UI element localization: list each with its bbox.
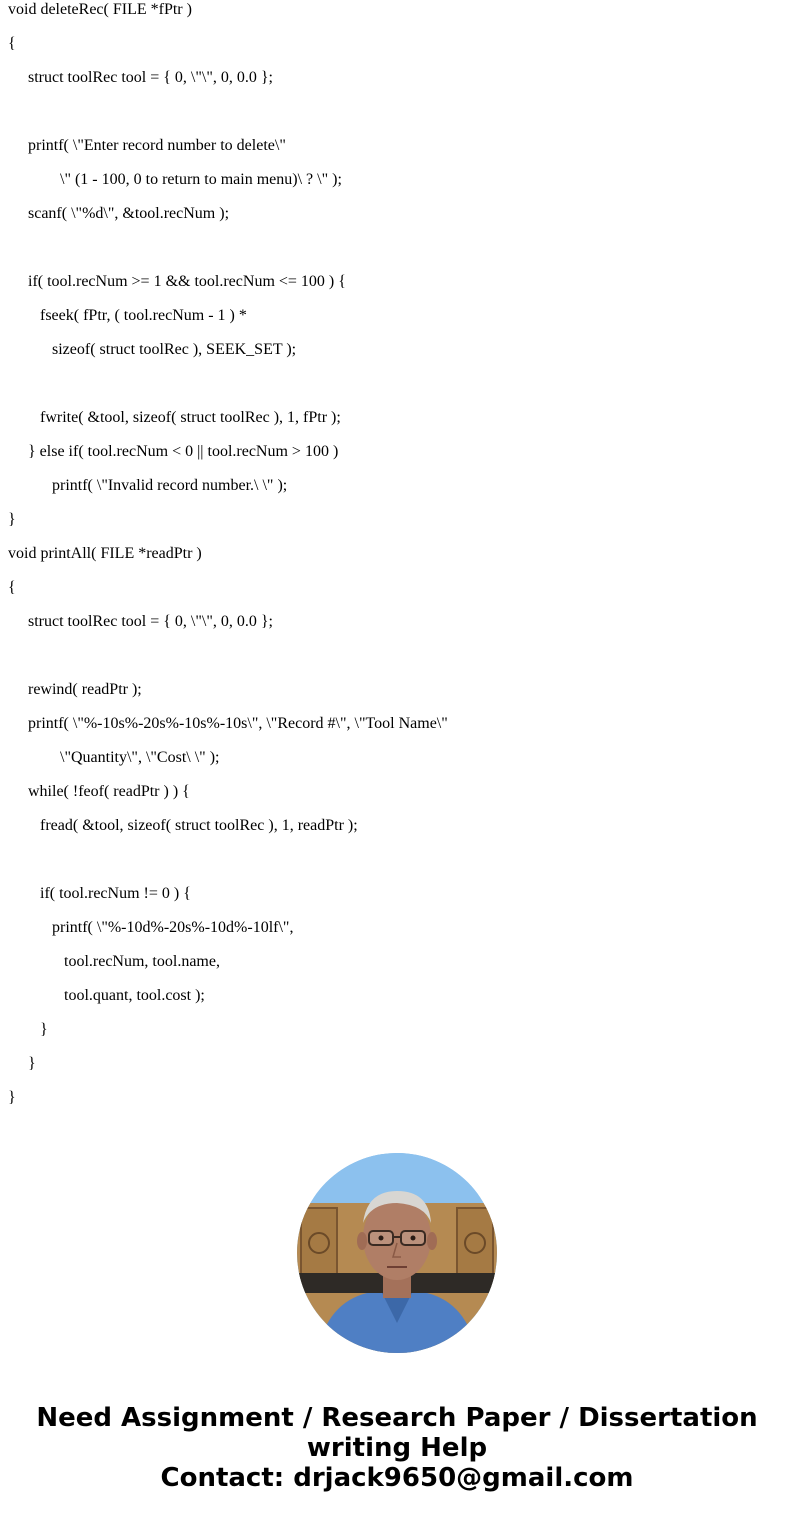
promo-headline: Need Assignment / Research Paper / Dissertation — [36, 1403, 758, 1433]
code-line: } — [8, 1089, 16, 1106]
code-line: while( !feof( readPtr ) ) { — [8, 783, 190, 800]
code-line: \"Quantity\", \"Cost\ \" ); — [8, 749, 220, 766]
code-line: scanf( \"%d\", &tool.recNum ); — [8, 205, 230, 222]
code-line — [8, 238, 788, 272]
code-line: sizeof( struct toolRec ), SEEK_SET ); — [8, 341, 297, 358]
code-line: } — [8, 1021, 48, 1038]
code-line: printf( \"%-10s%-20s%-10s%-10s\", \"Record #\", \"Tool Name\" — [8, 715, 448, 732]
promo-banner — [0, 1403, 794, 1493]
code-line: void printAll( FILE *readPtr ) — [8, 545, 202, 562]
code-line: { — [8, 579, 16, 596]
code-line — [8, 646, 788, 680]
code-line: } else if( tool.recNum < 0 || tool.recNum > 100 ) — [8, 443, 339, 460]
code-line: } — [8, 1055, 36, 1072]
code-line: { — [8, 35, 16, 52]
code-line: printf( \"%-10d%-20s%-10d%-10lf\", — [8, 919, 294, 936]
code-line: fseek( fPtr, ( tool.recNum - 1 ) * — [8, 307, 247, 324]
promo-subheadline: writing Help — [306, 1433, 488, 1463]
code-line: } — [8, 511, 16, 528]
code-line — [8, 374, 788, 408]
code-line: struct toolRec tool = { 0, \"\", 0, 0.0 }; — [8, 69, 273, 86]
code-line: printf( \"Enter record number to delete\" — [8, 137, 286, 154]
portrait-image — [297, 1153, 497, 1353]
code-line — [8, 102, 788, 136]
code-line: void deleteRec( FILE *fPtr ) — [8, 1, 192, 18]
code-line: if( tool.recNum >= 1 && tool.recNum <= 100 ) { — [8, 273, 346, 290]
code-line: printf( \"Invalid record number.\ \" ); — [8, 477, 288, 494]
contact-email: Contact: drjack9650@gmail.com — [160, 1463, 634, 1493]
code-line: \" (1 - 100, 0 to return to main menu)\ ? \" ); — [8, 171, 342, 188]
avatar — [297, 1153, 497, 1353]
code-line — [8, 850, 788, 884]
code-line: tool.recNum, tool.name, — [8, 953, 220, 970]
code-listing — [8, 0, 788, 1122]
code-line: struct toolRec tool = { 0, \"\", 0, 0.0 }; — [8, 613, 273, 630]
code-line: fwrite( &tool, sizeof( struct toolRec ), 1, fPtr ); — [8, 409, 341, 426]
code-line: if( tool.recNum != 0 ) { — [8, 885, 191, 902]
code-line: tool.quant, tool.cost ); — [8, 987, 205, 1004]
code-line: rewind( readPtr ); — [8, 681, 142, 698]
code-line: fread( &tool, sizeof( struct toolRec ), 1, readPtr ); — [8, 817, 358, 834]
